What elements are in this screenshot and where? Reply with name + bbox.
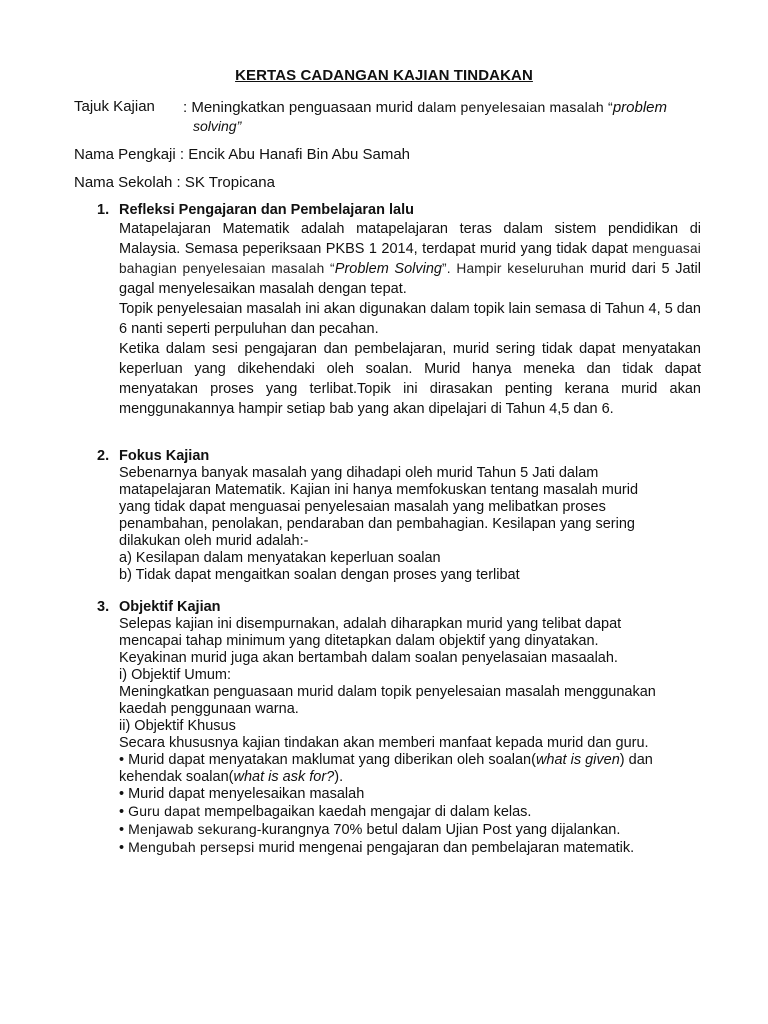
tajuk-value-line2: solving” (193, 118, 242, 134)
bullet-text: • (119, 840, 129, 856)
nama-sekolah: Nama Sekolah : SK Tropicana (74, 174, 275, 191)
tajuk-value-part-c: problem (612, 99, 668, 116)
section-number: 1. (97, 202, 110, 218)
section-refleksi (97, 201, 701, 419)
text-line: Keyakinan murid juga akan bertambah dalam soalan penyelasaian masaalah. (119, 650, 618, 666)
bullet-soft: Guru dapat (128, 803, 201, 819)
section-objektif (97, 598, 701, 857)
bullet-item (119, 821, 701, 839)
text-line: ii) Objektif Khusus (119, 718, 236, 734)
section-heading (97, 598, 701, 616)
paragraph-1-soft: menguasai bahagian penyelesaian masalah “ (119, 241, 701, 276)
section-number: 3. (97, 599, 110, 615)
section-body (97, 616, 701, 857)
text-line: yang tidak dapat menguasai penyelesaian masalah yang melibatkan proses (119, 499, 606, 515)
bullet-text: • (119, 822, 129, 838)
text-line: dilakukan oleh murid adalah:- (119, 533, 309, 549)
list-item: b) Tidak dapat mengaitkan soalan dengan proses yang terlibat (119, 567, 520, 583)
nama-pengkaji: Nama Pengkaji : Encik Abu Hanafi Bin Abu Samah (74, 146, 411, 163)
bullet-item (119, 752, 701, 769)
paragraph-2: Topik penyelesaian masalah ini akan digunakan dalam topik lain semasa di Tahun 4, 5 dan 6 nanti seperti perpuluhan dan pecahan. (119, 301, 701, 337)
paragraph-1-end: murid dari 5 Jatil gagal menyelesaikan masalah dengan tepat. (119, 261, 701, 297)
tajuk-value (183, 98, 713, 135)
bullet-text: kehendak soalan( (119, 769, 234, 785)
paragraph-1-italic: Problem Solving (334, 261, 442, 277)
bullet-italic: what is ask for? (233, 769, 335, 785)
text-line: matapelajaran Matematik. Kajian ini hanya memfokuskan tentang masalah murid (119, 482, 639, 498)
text-line: penambahan, penolakan, pendaraban dan pembahagian. Kesilapan yang sering (119, 516, 635, 532)
bullet-soft: Menjawab sekurang- (128, 821, 262, 837)
bullet-text: mempelbagaikan kaedah mengajar di dalam kelas. (200, 804, 532, 820)
section-heading (97, 447, 701, 465)
paragraph-1 (119, 219, 701, 299)
section-fokus (97, 447, 701, 584)
section-title: Objektif Kajian (119, 599, 221, 615)
section-body (97, 465, 701, 584)
bullet-text: • (119, 804, 129, 820)
text-line: i) Objektif Umum: (119, 667, 231, 683)
text-line: kaedah penggunaan warna. (119, 701, 299, 717)
paragraph-1-text: Matapelajaran Matematik adalah matapelajaran teras dalam sistem pendidikan di Malaysia. Semasa peperiksaan PKBS 1 2014, terdapat murid yang tidak dapat (119, 221, 701, 257)
section-title: Refleksi Pengajaran dan Pembelajaran lalu (119, 202, 414, 218)
bullet-text: ). (334, 769, 344, 785)
bullet-soft: Mengubah persepsi (128, 839, 255, 855)
text-line: Selepas kajian ini disempurnakan, adalah diharapkan murid yang telibat dapat (119, 616, 622, 632)
text-line: Meningkatkan penguasaan murid dalam topik penyelesaian masalah menggunakan (119, 684, 656, 700)
text-line: mencapai tahap minimum yang ditetapkan dalam objektif yang dinyatakan. (119, 633, 599, 649)
bullet-item: • Murid dapat menyelesaikan masalah (119, 786, 365, 802)
paragraph-3: Ketika dalam sesi pengajaran dan pembelajaran, murid sering tidak dapat menyatakan keperluan yang dikehendaki oleh soalan. Murid hanya meneka dan tidak dapat menyatakan proses yang terlibat.Topik ini dirasakan penting kerana murid akan menggunakannya hampir setiap bab yang akan dipelajari di Tahun 4,5 dan 6. (119, 341, 701, 417)
list-item: a) Kesilapan dalam menyatakan keperluan soalan (119, 550, 441, 566)
tajuk-label: Tajuk Kajian (74, 98, 155, 115)
section-body (97, 219, 701, 419)
document-title: KERTAS CADANGAN KAJIAN TINDAKAN (235, 67, 533, 84)
text-line: Sebenarnya banyak masalah yang dihadapi oleh murid Tahun 5 Jati dalam (119, 465, 599, 481)
tajuk-value-part-b: dalam penyelesaian masalah “ (417, 99, 613, 115)
bullet-text: ) dan (619, 752, 653, 768)
section-title: Fokus Kajian (119, 448, 210, 464)
bullet-item (119, 803, 701, 821)
bullet-italic: what is given (535, 752, 620, 768)
bullet-item-continued (119, 769, 701, 786)
text-line: Secara khususnya kajian tindakan akan memberi manfaat kepada murid dan guru. (119, 735, 649, 751)
bullet-text: kurangnya 70% betul dalam Ujian Post yang dijalankan. (261, 822, 621, 838)
paragraph-1-soft2: ”. Hampir keseluruhan (441, 261, 585, 276)
section-heading (97, 201, 701, 219)
bullet-text: • Murid dapat menyatakan maklumat yang diberikan oleh soalan( (119, 752, 536, 768)
bullet-item (119, 839, 701, 857)
bullet-text: murid mengenai pengajaran dan pembelajaran matematik. (254, 840, 635, 856)
tajuk-value-part-a: : Meningkatkan penguasaan murid (183, 99, 418, 116)
section-number: 2. (97, 448, 110, 464)
